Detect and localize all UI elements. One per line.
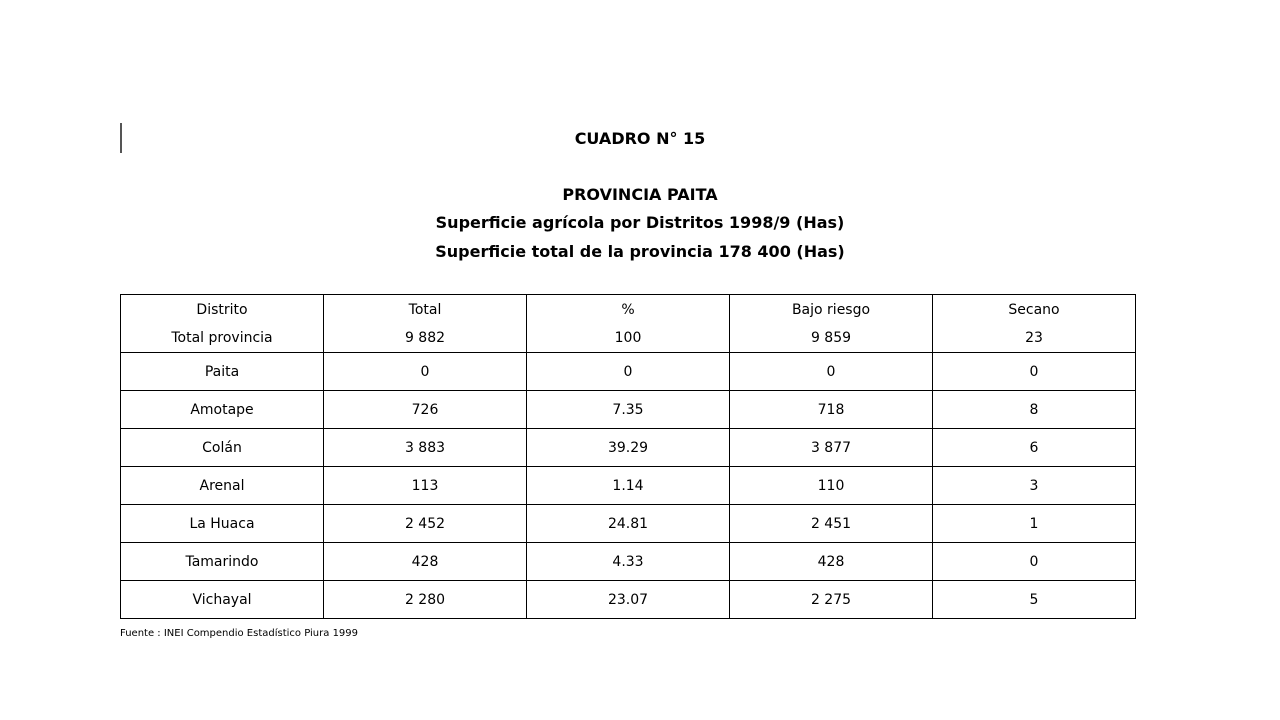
- table-number-title: CUADRO N° 15: [574, 129, 706, 148]
- subtitle-agricultural-area: Superficie agrícola por Distritos 1998/9 (Has): [435, 213, 845, 232]
- cell-distrito: Amotape: [121, 391, 324, 429]
- cell-bajo-riesgo: 0: [730, 353, 933, 391]
- cell-secano: 1: [933, 505, 1136, 543]
- cell-total: 726: [324, 391, 527, 429]
- table-row: [121, 543, 1136, 581]
- total-label: Total provincia: [171, 329, 273, 346]
- cell-percent: 7.35: [527, 391, 730, 429]
- cell-percent: 4.33: [527, 543, 730, 581]
- cell-bajo-riesgo: 718: [730, 391, 933, 429]
- cell-distrito: La Huaca: [121, 505, 324, 543]
- total-value-percent: 100: [614, 329, 642, 346]
- cell-bajo-riesgo: 3 877: [730, 429, 933, 467]
- cell-total: 3 883: [324, 429, 527, 467]
- total-value-secano: 23: [1025, 329, 1043, 346]
- cell-secano: 6: [933, 429, 1136, 467]
- cell-total: 2 452: [324, 505, 527, 543]
- header-cell-percent: [527, 295, 730, 353]
- cell-distrito: Colán: [121, 429, 324, 467]
- column-label-distrito: Distrito: [196, 301, 248, 318]
- cell-secano: 5: [933, 581, 1136, 619]
- cell-distrito: Arenal: [121, 467, 324, 505]
- header-cell-bajo-riesgo: [730, 295, 933, 353]
- column-label-secano: Secano: [1008, 301, 1060, 318]
- table-row: [121, 467, 1136, 505]
- table-row: [121, 429, 1136, 467]
- cell-percent: 39.29: [527, 429, 730, 467]
- cell-secano: 0: [933, 353, 1136, 391]
- cell-total: 2 280: [324, 581, 527, 619]
- table-row: [121, 505, 1136, 543]
- header-cell-secano: [933, 295, 1136, 353]
- column-label-total: Total: [408, 301, 442, 318]
- cell-total: 0: [324, 353, 527, 391]
- column-label-bajo-riesgo: Bajo riesgo: [791, 301, 871, 318]
- cell-distrito: Paita: [121, 353, 324, 391]
- total-value-bajo-riesgo: 9 859: [810, 329, 852, 346]
- source-note: Fuente : INEI Compendio Estadístico Piura 1999: [120, 628, 359, 639]
- cell-bajo-riesgo: 2 275: [730, 581, 933, 619]
- cell-distrito: Tamarindo: [121, 543, 324, 581]
- cell-bajo-riesgo: 428: [730, 543, 933, 581]
- header-cell-distrito: [121, 295, 324, 353]
- total-value-total: 9 882: [404, 329, 446, 346]
- cell-secano: 3: [933, 467, 1136, 505]
- cell-bajo-riesgo: 110: [730, 467, 933, 505]
- cell-percent: 24.81: [527, 505, 730, 543]
- table-row: [121, 353, 1136, 391]
- cell-distrito: Vichayal: [121, 581, 324, 619]
- table-row: [121, 581, 1136, 619]
- header-cell-total: [324, 295, 527, 353]
- cell-secano: 0: [933, 543, 1136, 581]
- cell-bajo-riesgo: 2 451: [730, 505, 933, 543]
- cell-total: 428: [324, 543, 527, 581]
- district-area-table: [120, 294, 1136, 619]
- cell-secano: 8: [933, 391, 1136, 429]
- table-header-row: [121, 295, 1136, 353]
- cell-percent: 23.07: [527, 581, 730, 619]
- cell-total: 113: [324, 467, 527, 505]
- table-row: [121, 391, 1136, 429]
- column-label-percent: %: [621, 301, 635, 318]
- province-title: PROVINCIA PAITA: [562, 185, 718, 204]
- cell-percent: 1.14: [527, 467, 730, 505]
- subtitle-total-area: Superficie total de la provincia 178 400 (Has): [435, 242, 845, 261]
- cell-percent: 0: [527, 353, 730, 391]
